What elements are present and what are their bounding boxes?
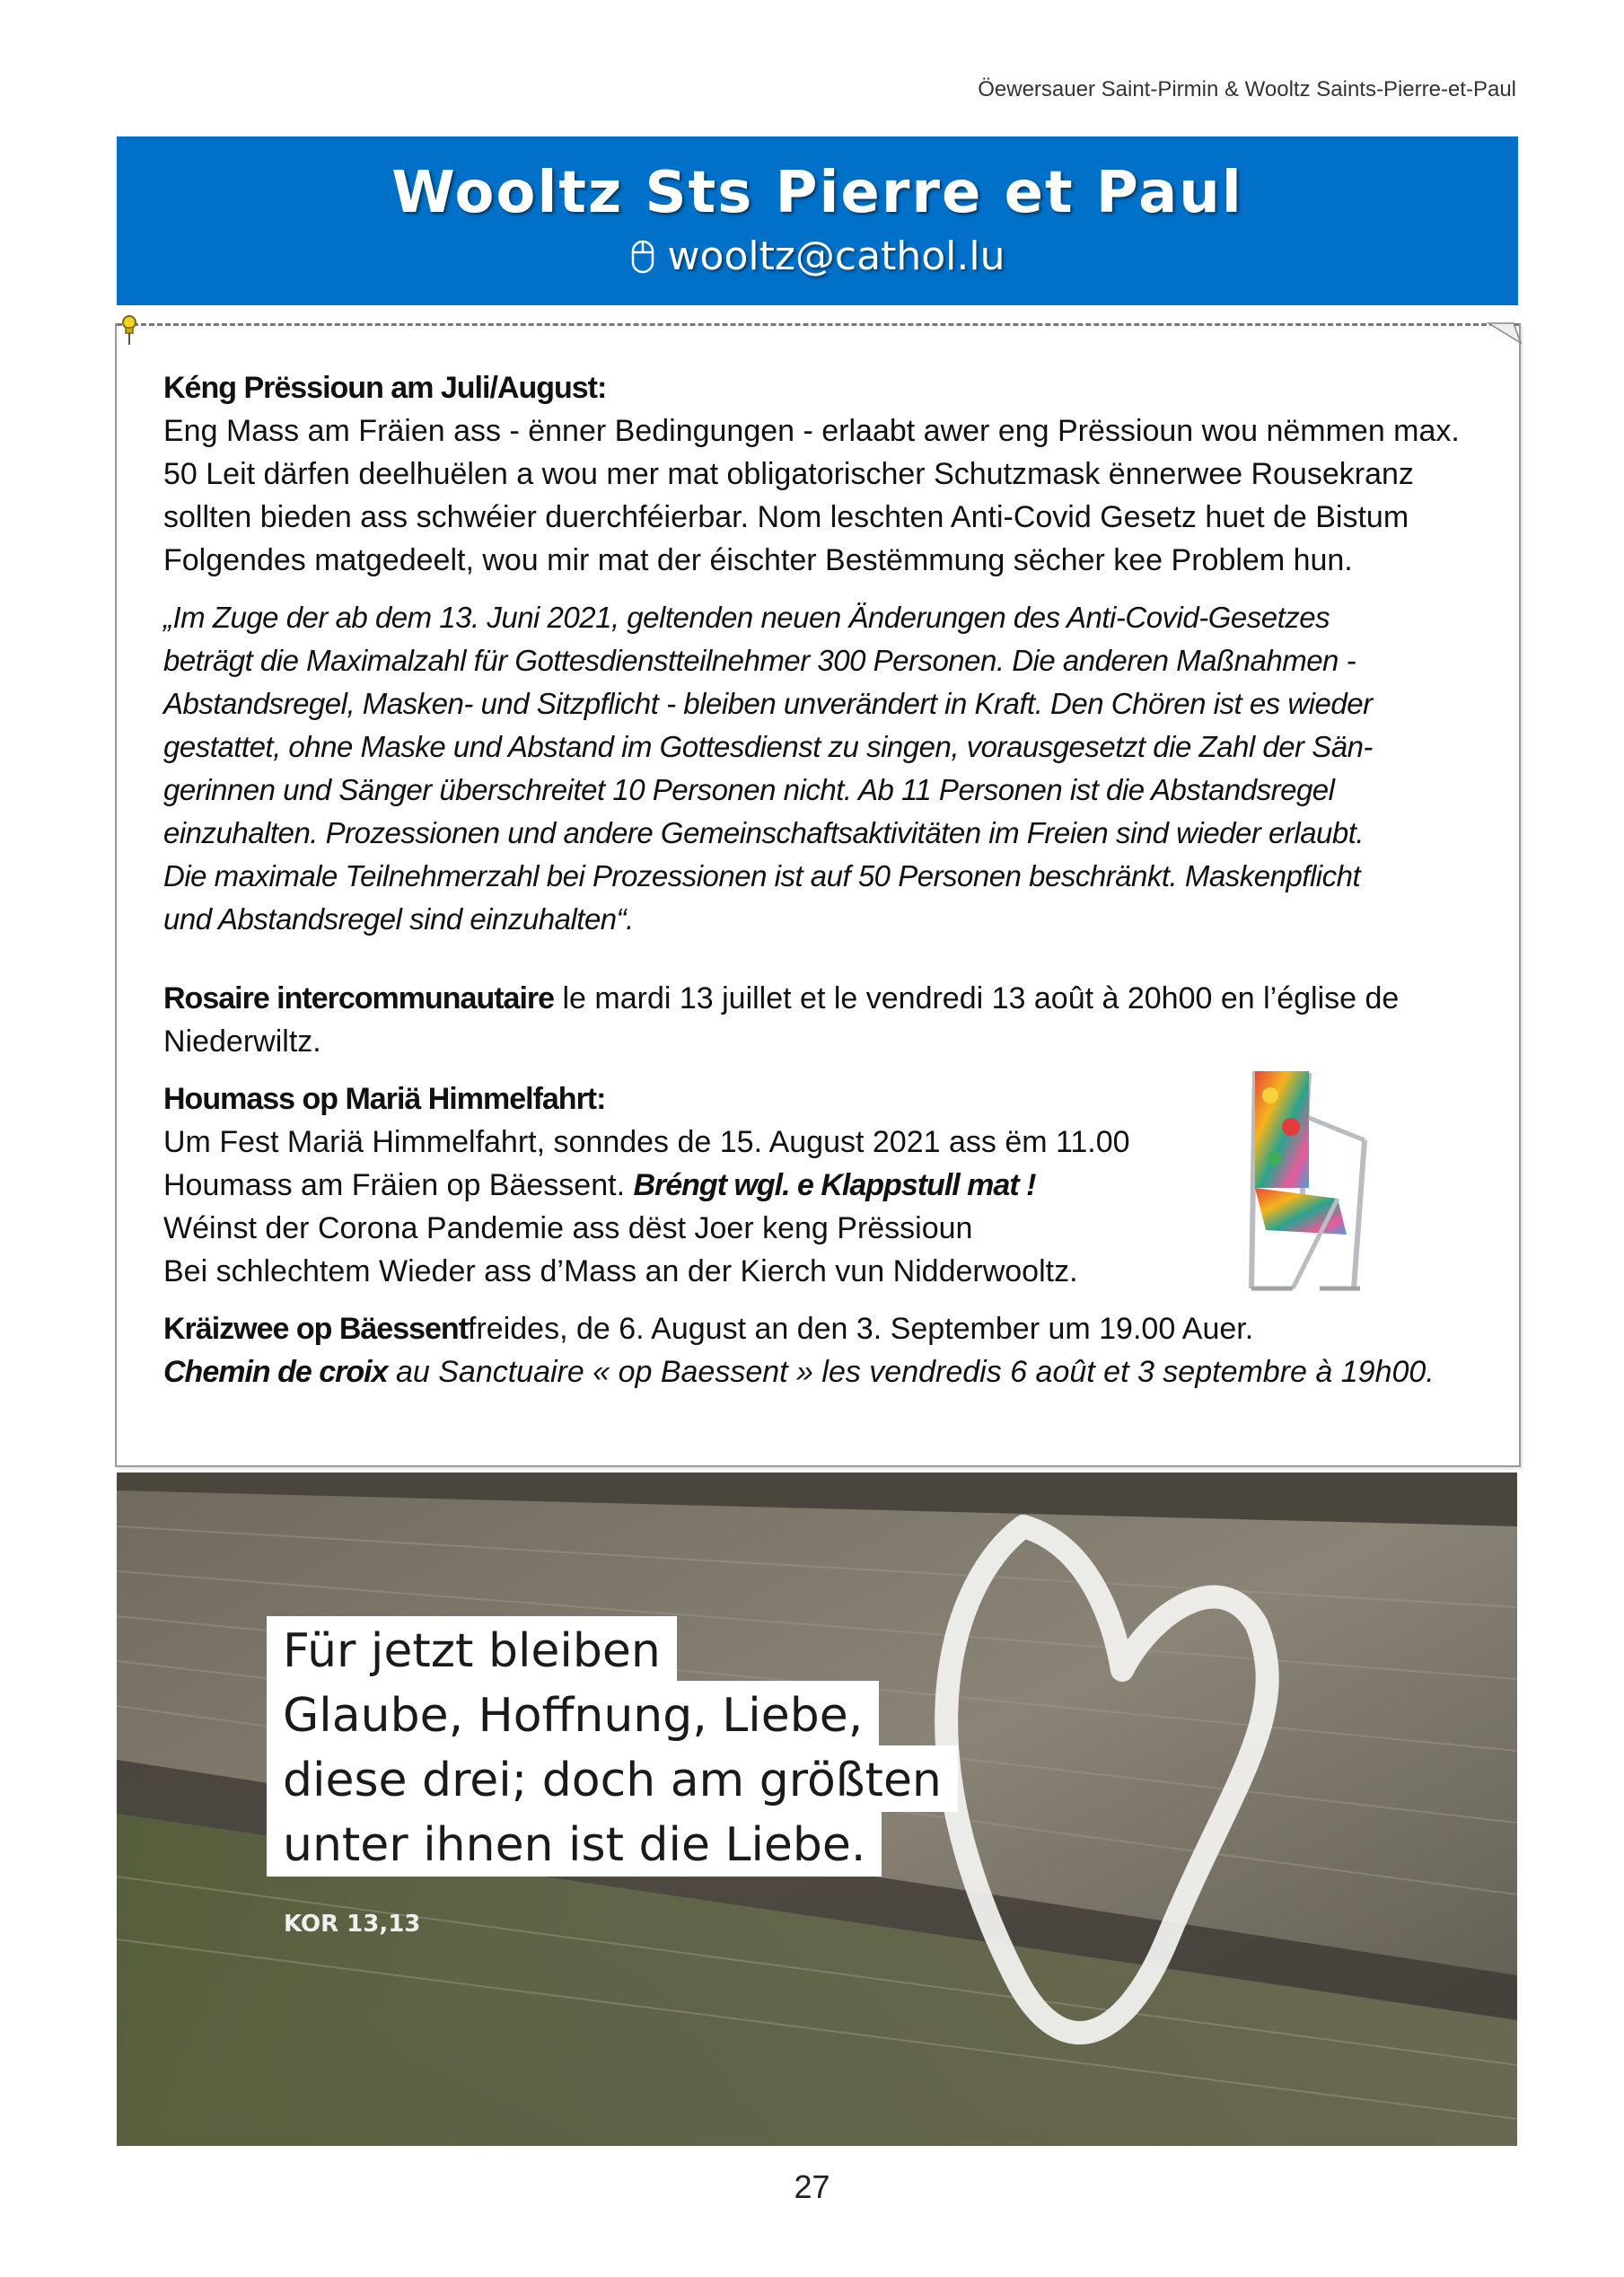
quote-line: beträgt die Maximalzahl für Gottesdienstteilnehmer 300 Personen. Die anderen Maßnahmen - [163,644,1356,677]
pushpin-icon [120,314,138,347]
way-of-cross-text: freides, de 6. August an den 3. September um 19.00 Auer. [468,1312,1254,1346]
way-of-cross-paragraph [163,1307,1492,1350]
section-heading-way-of-cross: Kräizwee op Bäessent [163,1312,469,1346]
notice-box [115,323,1521,1467]
heart-bench-photo [117,1473,1517,2146]
dashed-edge [117,323,1519,326]
assumption-text: Houmass am Fräien op Bäessent. [163,1168,634,1202]
chemin-de-croix-heading: Chemin de croix [163,1355,388,1389]
text-line: Folgendes matgedeelt, wou mir mat der éischter Bestëmmung sëcher kee Problem hun. [163,543,1353,577]
chemin-de-croix-paragraph [163,1350,1492,1393]
page-curl-icon [1487,318,1523,345]
diocese-quote [163,596,1492,941]
rosary-paragraph [163,977,1492,1020]
verse-line: unter ihnen ist die Liebe. [267,1810,882,1877]
quote-line: Die maximale Teilnehmerzahl bei Prozessionen ist auf 50 Personen beschränkt. Maskenpflicht [163,859,1361,892]
banner-title: Wooltz Sts Pierre et Paul [391,160,1243,226]
running-header: Öewersauer Saint-Pirmin & Wooltz Saints-Pierre-et-Paul [978,77,1516,101]
verse-line: diese drei; doch am größten [267,1745,958,1812]
text-line: Niederwiltz. [163,1024,321,1059]
text-line: sollten bieden ass schwéier duerchféierbar. Nom leschten Anti-Covid Gesetz huet de Bistum [163,500,1409,534]
folding-chair-icon [1239,1064,1383,1297]
text-line: Eng Mass am Fräien ass - ënner Bedingungen - erlaabt awer eng Prëssioun wou nëmmen max. [163,414,1460,448]
quote-line: einzuhalten. Prozessionen und andere Gemeinschaftsaktivitäten im Freien sind wieder erlaubt. [163,816,1365,849]
banner-email [117,233,1518,279]
parish-banner [117,136,1518,305]
text-line: 50 Leit därfen deelhuëlen a wou mer mat obligatorischer Schutzmask ënnerwee Rousekranz [163,457,1414,491]
quote-line: gestattet, ohne Maske und Abstand im Gottesdienst zu singen, vorausgesetzt die Zahl der Sän- [163,730,1373,763]
rosary-text: le mardi 13 juillet et le vendredi 13 août à 20h00 en l’église de [554,981,1400,1015]
mouse-icon [630,239,655,275]
text-line: Um Fest Mariä Himmelfahrt, sonndes de 15. August 2021 ass ëm 11.00 [163,1125,1130,1159]
quote-line: und Abstandsregel sind einzuhalten“. [163,902,634,936]
quote-line: gerinnen und Sänger überschreitet 10 Personen nicht. Ab 11 Personen ist die Abstandsregel [163,773,1335,806]
verse-reference: KOR 13,13 [284,1911,421,1938]
section-heading-rosary: Rosaire intercommunautaire [163,981,555,1015]
email-link[interactable]: wooltz@cathol.lu [667,233,1005,279]
verse-line: Glaube, Hoffnung, Liebe, [267,1681,879,1747]
text-line: Bei schlechtem Wieder ass d’Mass an der Kierch vun Nidderwooltz. [163,1254,1078,1288]
chemin-de-croix-text: au Sanctuaire « op Baessent » les vendredis 6 août et 3 septembre à 19h00. [387,1355,1435,1389]
section-heading-procession: Kéng Prëssioun am Juli/August: [163,371,607,405]
page-number: 27 [794,2168,830,2205]
verse-line: Für jetzt bleiben [267,1616,677,1683]
quote-line: Abstandsregel, Masken- und Sitzpflicht - bleiben unverändert in Kraft. Den Chören ist es wieder [163,687,1373,720]
section-heading-assumption: Houmass op Mariä Himmelfahrt: [163,1082,606,1116]
bring-chair-note: Bréngt wgl. e Klappstull mat ! [633,1168,1036,1202]
quote-line: „Im Zuge der ab dem 13. Juni 2021, geltenden neuen Änderungen des Anti-Covid-Gesetzes [163,601,1330,634]
text-line: Wéinst der Corona Pandemie ass dëst Joer keng Prëssioun [163,1211,973,1245]
